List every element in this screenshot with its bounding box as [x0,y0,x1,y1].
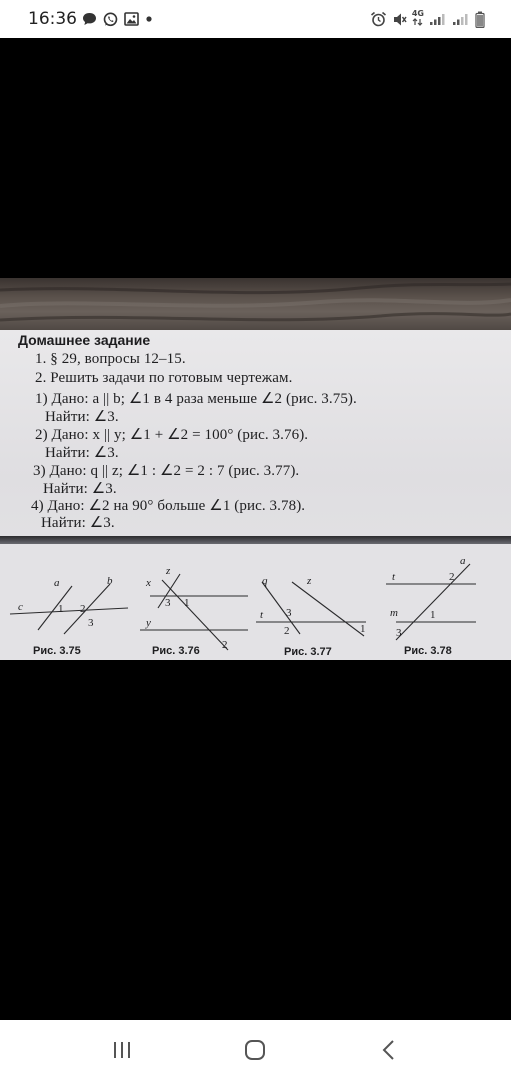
whatsapp-icon [103,12,118,27]
homework-photo [0,278,511,660]
figure-3-78-caption: Рис. 3.78 [404,645,452,657]
fig75-angle-3: 3 [88,617,94,629]
system-icons [370,10,485,28]
figure-3-77-diagram [256,575,366,637]
fig77-angle-3: 3 [286,607,292,619]
task-4-find: Найти: ∠3. [41,515,115,531]
fig75-angle-1: 1 [58,603,64,615]
wooden-table-background [0,278,511,334]
wood-grain [0,278,511,334]
fig78-angle-3: 3 [396,627,402,639]
fig75-angle-2: 2 [80,603,86,615]
task-3-given: 3) Дано: q || z; ∠1 : ∠2 = 2 : 7 (рис. 3.77). [33,463,300,479]
fig76-label-x: x [146,577,151,589]
gallery-icon [124,12,139,26]
dot-icon [145,15,153,23]
figure-3-76-caption: Рис. 3.76 [152,645,200,657]
task-2-given: 2) Дано: x || y; ∠1 + ∠2 = 100° (рис. 3.76). [35,427,309,443]
status-bar [0,0,511,38]
homework-line-1: 1. § 29, вопросы 12–15. [35,351,186,367]
figure-3-77-caption: Рис. 3.77 [284,646,332,658]
fig77-angle-2: 2 [284,625,290,637]
recent-apps-icon [107,1038,137,1062]
figure-3-75-diagram [10,575,128,634]
battery-icon [475,11,485,28]
fig75-label-a: a [54,577,60,589]
figures-area [0,544,511,660]
back-icon [374,1038,404,1062]
figure-3-75-caption: Рис. 3.75 [33,645,81,657]
navigation-bar [0,1020,511,1080]
recent-apps-button[interactable] [107,1038,137,1062]
data-arrows-icon [412,18,423,26]
fig78-label-t: t [392,571,396,583]
status-time: 16:36 [28,9,77,29]
fig76-label-y: y [146,617,151,629]
notification-icons [82,11,153,27]
home-button[interactable] [240,1038,270,1062]
signal-icon [429,12,447,26]
task-2-find: Найти: ∠3. [45,445,119,461]
task-4-given: 4) Дано: ∠2 на 90° больше ∠1 (рис. 3.78). [31,498,306,514]
task-1-given: 1) Дано: a || b; ∠1 в 4 раза меньше ∠2 (рис. 3.75). [35,391,357,407]
back-button[interactable] [374,1038,404,1062]
figures-drawing [0,544,511,660]
fig75-label-b: b [107,575,113,587]
homework-line-2: 2. Решить задачи по готовым чертежам. [35,370,293,386]
fig78-label-a: a [460,555,466,567]
fig77-label-t: t [260,609,264,621]
fig78-angle-1: 1 [430,609,436,621]
alarm-icon [370,11,387,27]
network-type [412,10,424,28]
fig76-label-z: z [166,565,171,577]
homework-title: Домашнее задание [18,332,151,348]
page-divider [0,536,511,544]
task-1-find: Найти: ∠3. [45,409,119,425]
figure-3-78-diagram [386,555,476,640]
fig75-label-c: c [18,601,23,613]
home-icon [240,1038,270,1062]
fig76-angle-3: 3 [165,597,171,609]
mute-icon [392,12,407,27]
fig77-label-q: q [262,575,268,587]
signal-icon [452,12,470,26]
fig78-angle-2: 2 [449,571,455,583]
network-label: 4G [411,9,424,18]
task-3-find: Найти: ∠3. [43,481,117,497]
fig77-angle-1: 1 [360,623,366,635]
fig76-angle-1: 1 [184,597,190,609]
figure-3-76-diagram [140,565,248,651]
fig78-label-m: m [390,607,398,619]
fig77-label-z: z [307,575,312,587]
fig76-angle-2: 2 [222,639,228,651]
chat-bubble-icon [82,12,97,26]
